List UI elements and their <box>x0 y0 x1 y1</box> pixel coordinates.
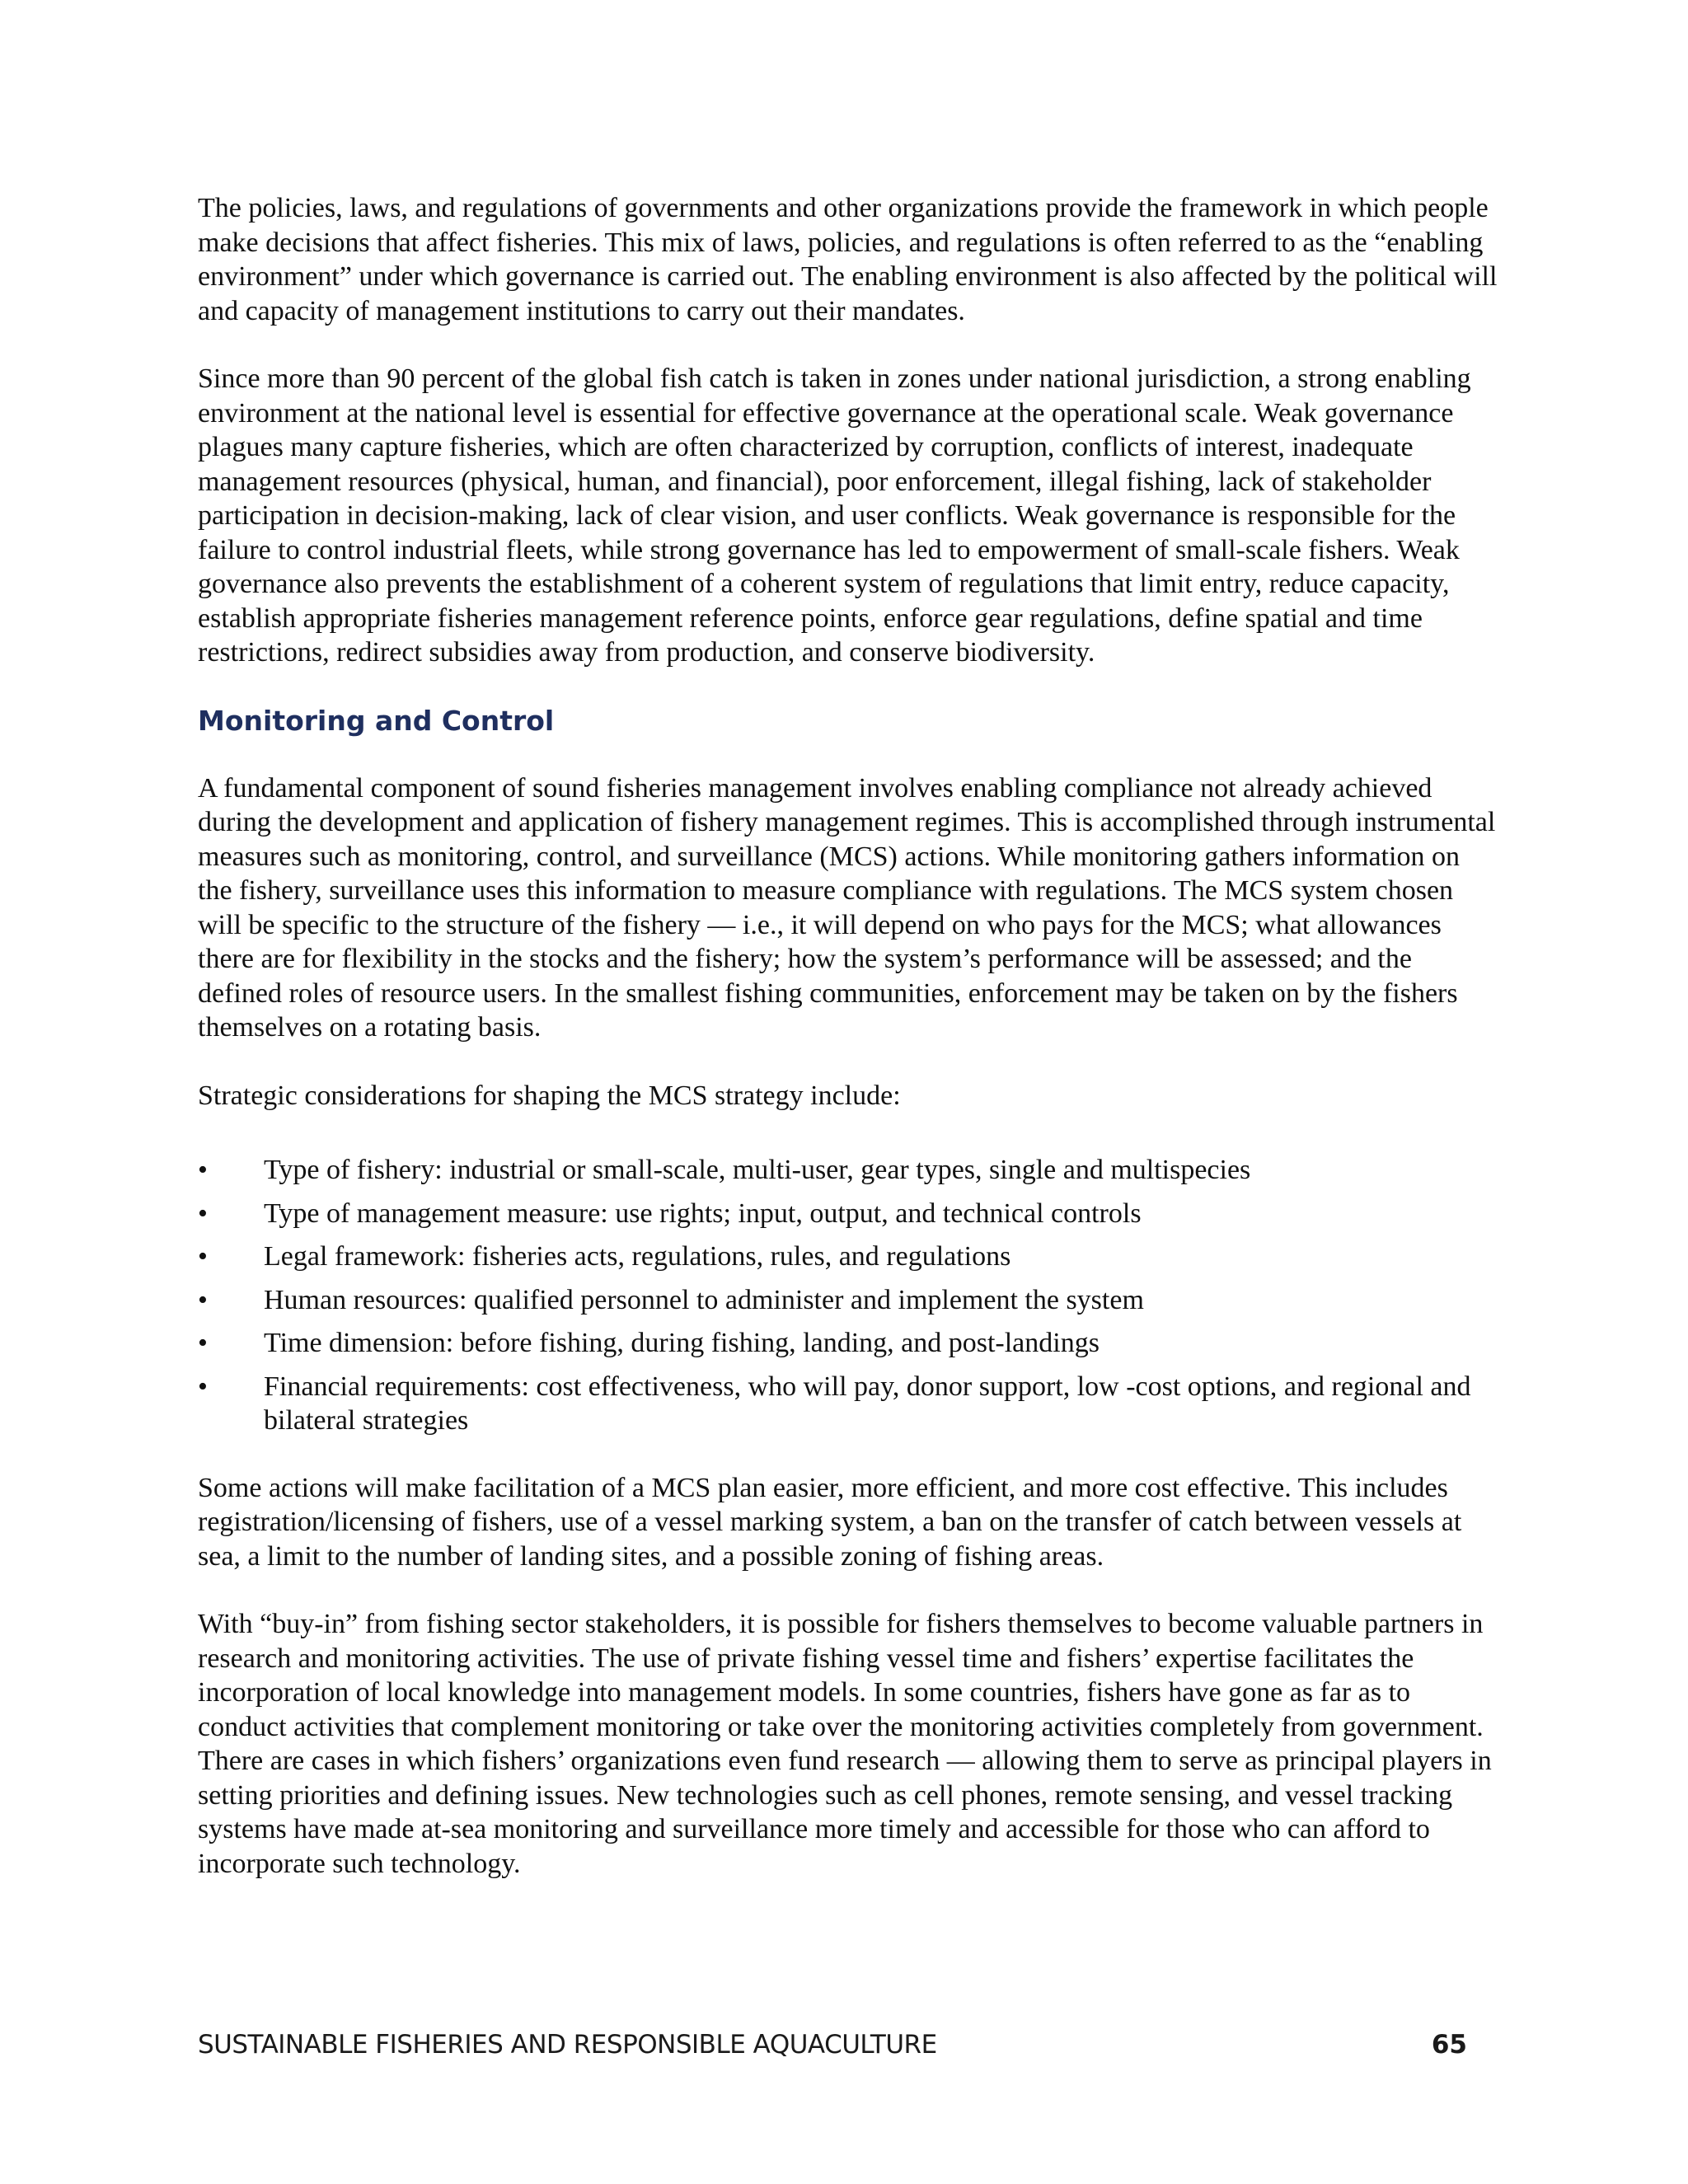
page-number: 65 <box>1431 2030 1467 2060</box>
list-item-text: Type of fishery: industrial or small-scale, multi-user, gear types, single and multispecies <box>264 1155 1251 1185</box>
bullet-icon: • <box>198 1284 208 1315</box>
footer-title: SUSTAINABLE FISHERIES AND RESPONSIBLE AQUACULTURE <box>198 2030 937 2060</box>
list-item-text: Legal framework: fisheries acts, regulations, rules, and regulations <box>264 1241 1011 1272</box>
intro-paragraph-enabling-environment: The policies, laws, and regulations of governments and other organizations provide the framework in which people make decisions that affect fisheries. This mix of laws, policies, and regulations is often referred to as the “enabling environment” under which governance is carried out. The enabling environment is also affected by the political will and capacity of management institutions to carry out their mandates. <box>198 193 1498 326</box>
bullet-icon: • <box>198 1328 208 1358</box>
section-paragraph-mcs: A fundamental component of sound fisheries management involves enabling compliance not already achieved during the development and application of fishery management regimes. This is accomplished through instrumental measures such as monitoring, control, and surveillance (MCS) actions. While monitoring gathers information on the fishery, surveillance uses this information to measure compliance with regulations. The MCS system chosen will be specific to the structure of the fishery — i.e., it will depend on who pays for the MCS; what allowances there are for flexibility in the stocks and the fishery; how the system’s performance will be assessed; and the defined roles of resource users. In the smallest fishing communities, enforcement may be taken on by the fishers themselves on a rotating basis. <box>198 772 1496 1043</box>
list-item-text: Type of management measure: use rights; input, output, and technical controls <box>264 1197 1142 1229</box>
page-content <box>198 191 1500 1915</box>
section-heading: Monitoring and Control <box>198 704 555 737</box>
list-item <box>198 1326 1500 1361</box>
list-item <box>198 1153 1500 1188</box>
list-item-text: Human resources: qualified personnel to administer and implement the system <box>264 1284 1144 1315</box>
list-item <box>198 1240 1500 1274</box>
list-intro: Strategic considerations for shaping the MCS strategy include: <box>198 1080 901 1111</box>
list-item-text: Time dimension: before fishing, during fishing, landing, and post-landings <box>264 1328 1100 1358</box>
list-item <box>198 1283 1500 1318</box>
section-paragraph-buy-in: With “buy-in” from fishing sector stakeholders, it is possible for fishers themselves to become valuable partners in research and monitoring activities. The use of private fishing vessel time and fishers’ expertise facilitates the incorporation of local knowledge into management models. In some countries, fishers have gone as far as to conduct activities that complement monitoring or take over the monitoring activities completely from government. There are cases in which fishers’ organizations even fund research — allowing them to serve as principal players in setting priorities and defining issues. New technologies such as cell phones, remote sensing, and vessel tracking systems have made at-sea monitoring and surveillance more timely and accessible for those who can afford to incorporate such technology. <box>198 1609 1492 1879</box>
intro-paragraph-weak-governance: Since more than 90 percent of the global fish catch is taken in zones under national jurisdiction, a strong enabling environment at the national level is essential for effective governance at the operational scale. Weak governance plagues many capture fisheries, which are often characterized by corruption, conflicts of interest, inadequate management resources (physical, human, and financial), poor enforcement, illegal fishing, lack of stakeholder participation in decision-making, lack of clear vision, and user conflicts. Weak governance is responsible for the failure to control industrial fleets, while strong governance has led to empowerment of small-scale fishers. Weak governance also prevents the establishment of a coherent system of regulations that limit entry, reduce capacity, establish appropriate fisheries management reference points, enforce gear regulations, define spatial and time restrictions, redirect subsidies away from production, and conserve biodiversity. <box>198 363 1471 668</box>
bullet-icon: • <box>198 1371 208 1402</box>
list-item <box>198 1197 1500 1231</box>
list-item-text: Financial requirements: cost effectiveness, who will pay, donor support, low -cost options, and regional and bilateral strategies <box>264 1371 1471 1436</box>
bullet-icon: • <box>198 1197 208 1229</box>
section-paragraph-facilitation: Some actions will make facilitation of a MCS plan easier, more efficient, and more cost effective. This includes registration/licensing of fishers, use of a vessel marking system, a ban on the transfer of catch between vessels at sea, a limit to the number of landing sites, and a possible zoning of fishing areas. <box>198 1472 1462 1572</box>
bullet-icon: • <box>198 1241 208 1272</box>
strategic-considerations-list <box>198 1153 1500 1438</box>
list-item <box>198 1370 1500 1438</box>
bullet-icon: • <box>198 1155 208 1185</box>
